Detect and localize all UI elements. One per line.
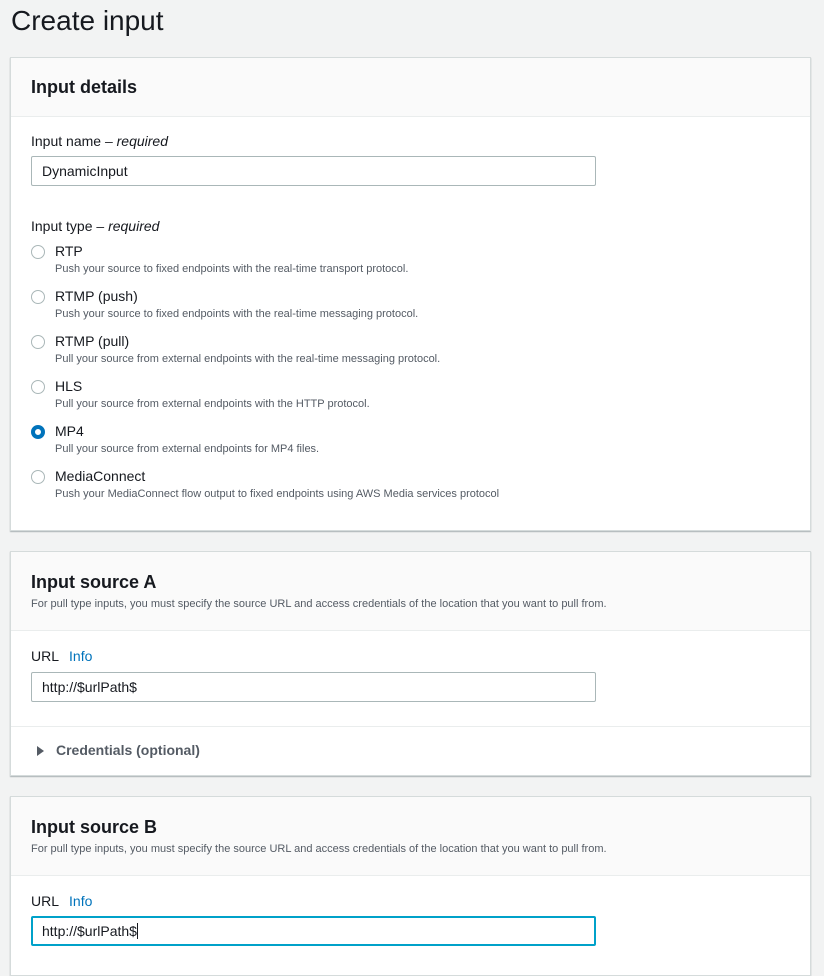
radio-option-rtmp-pull[interactable] (31, 333, 731, 373)
panel-description: For pull type inputs, you must specify the source URL and access credentials of the location that you want to pull from. (31, 598, 607, 610)
radio-button[interactable] (31, 335, 45, 349)
radio-label: RTMP (push) (55, 288, 138, 304)
radio-option-hls[interactable] (31, 378, 731, 418)
input-type-label: Input type – required (31, 218, 160, 234)
panel-description: For pull type inputs, you must specify the source URL and access credentials of the location that you want to pull from. (31, 843, 607, 855)
radio-option-mediaconnect[interactable] (31, 468, 731, 508)
panel-header (11, 552, 810, 631)
source-b-url-field[interactable] (31, 916, 596, 946)
panel-title: Input details (31, 77, 138, 97)
input-name-field[interactable]: DynamicInput (31, 156, 596, 186)
input-details-panel (10, 57, 811, 531)
panel-title: Input source B (31, 817, 158, 837)
source-a-url-field[interactable]: http://$urlPath$ (31, 672, 596, 702)
info-link[interactable]: Info (69, 648, 93, 664)
radio-description: Push your source to fixed endpoints with the real-time messaging protocol. (55, 308, 419, 320)
radio-description: Push your source to fixed endpoints with the real-time transport protocol. (55, 263, 409, 275)
credentials-expander[interactable]: Credentials (optional) (37, 742, 200, 758)
radio-button-selected[interactable] (31, 425, 45, 439)
radio-option-rtmp-push[interactable] (31, 288, 731, 328)
radio-label: MP4 (55, 423, 84, 439)
radio-option-rtp[interactable] (31, 243, 731, 283)
radio-description: Push your MediaConnect flow output to fixed endpoints using AWS Media services protocol (55, 488, 500, 500)
radio-option-mp4[interactable] (31, 423, 731, 463)
radio-description: Pull your source from external endpoints with the HTTP protocol. (55, 398, 370, 410)
divider (11, 726, 810, 727)
panel-header (11, 58, 810, 117)
info-link[interactable]: Info (69, 893, 93, 909)
radio-label: RTMP (pull) (55, 333, 130, 349)
radio-label: RTP (55, 243, 83, 259)
text-cursor (137, 923, 138, 939)
input-source-b-panel (10, 796, 811, 976)
url-label: URL Info (31, 893, 93, 909)
panel-header (11, 797, 810, 876)
input-name-label: Input name – required (31, 133, 168, 149)
url-label: URL Info (31, 648, 93, 664)
radio-button[interactable] (31, 380, 45, 394)
panel-title: Input source A (31, 572, 157, 592)
radio-label: MediaConnect (55, 468, 146, 484)
input-source-a-panel (10, 551, 811, 776)
radio-button[interactable] (31, 470, 45, 484)
radio-button[interactable] (31, 290, 45, 304)
radio-description: Pull your source from external endpoints with the real-time messaging protocol. (55, 353, 441, 365)
radio-label: HLS (55, 378, 83, 394)
radio-description: Pull your source from external endpoints for MP4 files. (55, 443, 320, 455)
radio-button[interactable] (31, 245, 45, 259)
caret-right-icon (37, 746, 44, 756)
url-value: http://$urlPath$ (42, 923, 137, 939)
page-title: Create input (11, 5, 164, 36)
